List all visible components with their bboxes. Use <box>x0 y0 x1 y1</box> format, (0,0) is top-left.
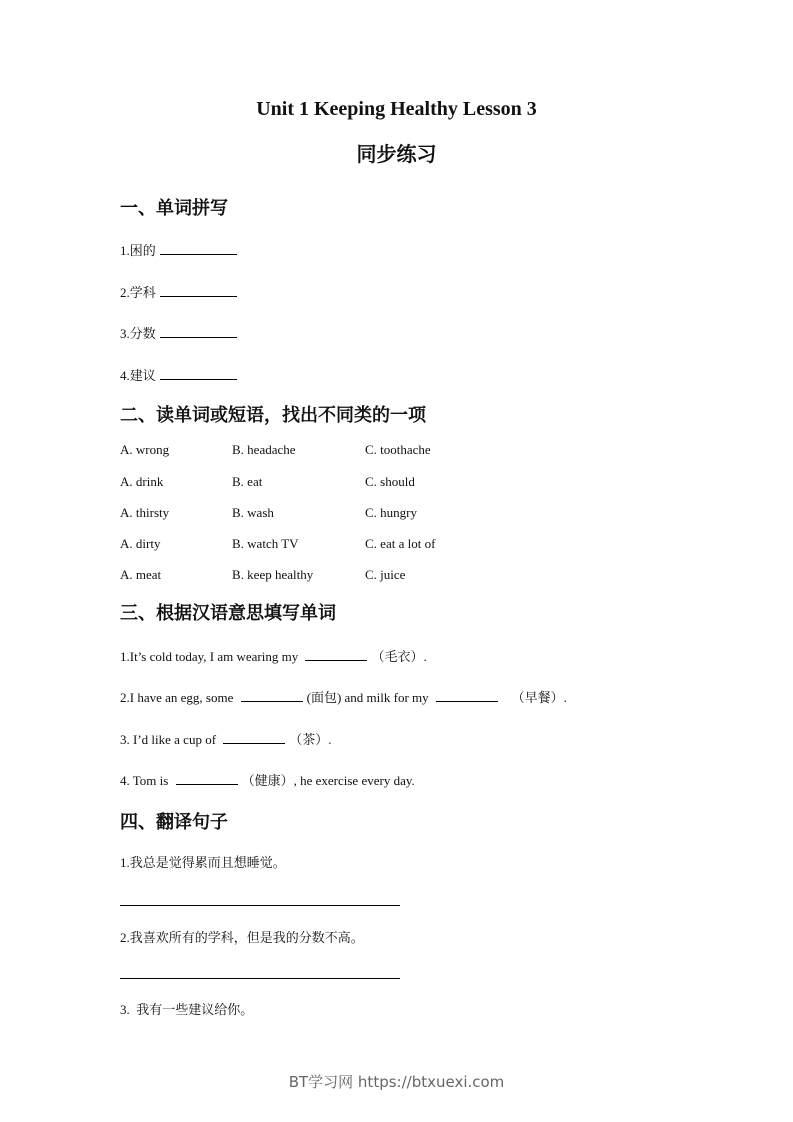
answer-blank[interactable] <box>160 284 237 297</box>
item-label: 4.建议 <box>120 368 156 383</box>
fill-item-3 <box>120 729 332 748</box>
answer-blank[interactable] <box>176 772 238 785</box>
item-label: 2.学科 <box>120 285 156 300</box>
choice-option: B. watch TV <box>232 536 299 551</box>
document-title: Unit 1 Keeping Healthy Lesson 3 <box>256 98 537 120</box>
choice-option: C. should <box>365 474 415 489</box>
section-4-heading: 四、翻译句子 <box>120 812 228 833</box>
translate-item-2: 2.我喜欢所有的学科，但是我的分数不高。 <box>120 930 364 945</box>
answer-blank[interactable] <box>305 648 367 661</box>
choice-option: C. hungry <box>365 505 417 520</box>
watermark-footer: BT学习网 https://btxuexi.com <box>288 1073 505 1091</box>
sentence-end: （健康）, he exercise every day. <box>241 773 415 788</box>
answer-line-1[interactable] <box>120 905 400 906</box>
fill-item-2 <box>120 687 567 706</box>
answer-blank[interactable] <box>160 367 237 380</box>
choice-option: C. juice <box>365 567 406 582</box>
sentence-end: （茶）. <box>289 732 332 747</box>
choice-option: B. headache <box>232 442 296 457</box>
spelling-item-1 <box>120 240 241 259</box>
choice-option: A. thirsty <box>120 505 170 520</box>
choice-option: A. meat <box>120 567 162 582</box>
sentence-start: 3. I’d like a cup of <box>120 732 217 747</box>
spelling-item-2 <box>120 282 241 301</box>
choice-option: A. drink <box>120 474 164 489</box>
answer-line-2[interactable] <box>120 978 400 979</box>
fill-item-1 <box>120 646 427 665</box>
sentence-start: 2.I have an egg, some <box>120 690 234 705</box>
sentence-end: （毛衣）. <box>371 649 427 664</box>
choice-option: B. eat <box>232 474 263 489</box>
section-1-heading: 一、单词拼写 <box>120 198 228 219</box>
spelling-item-4 <box>120 365 241 384</box>
sentence-start: 1.It’s cold today, I am wearing my <box>120 649 299 664</box>
section-3-heading: 三、根据汉语意思填写单词 <box>120 603 336 624</box>
fill-item-4 <box>120 770 415 789</box>
choice-option: C. toothache <box>365 442 431 457</box>
choice-option: B. keep healthy <box>232 567 314 582</box>
answer-blank[interactable] <box>160 242 237 255</box>
sentence-end: （早餐）. <box>511 690 567 705</box>
translate-item-3: 3. 我有一些建议给你。 <box>120 1002 254 1017</box>
answer-blank[interactable] <box>160 325 237 338</box>
item-label: 3.分数 <box>120 326 156 341</box>
document-subtitle: 同步练习 <box>356 142 437 166</box>
choice-option: C. eat a lot of <box>365 536 436 551</box>
sentence-start: 4. Tom is <box>120 773 169 788</box>
sentence-middle: (面包) and milk for my <box>306 690 429 705</box>
choice-option: B. wash <box>232 505 274 520</box>
answer-blank[interactable] <box>223 731 285 744</box>
item-label: 1.困的 <box>120 243 156 258</box>
spelling-item-3 <box>120 323 241 342</box>
answer-blank[interactable] <box>241 689 303 702</box>
section-2-heading: 二、读单词或短语，找出不同类的一项 <box>120 405 426 426</box>
answer-blank[interactable] <box>436 689 498 702</box>
choice-option: A. dirty <box>120 536 161 551</box>
choice-option: A. wrong <box>120 442 170 457</box>
translate-item-1: 1.我总是觉得累而且想睡觉。 <box>120 855 286 870</box>
